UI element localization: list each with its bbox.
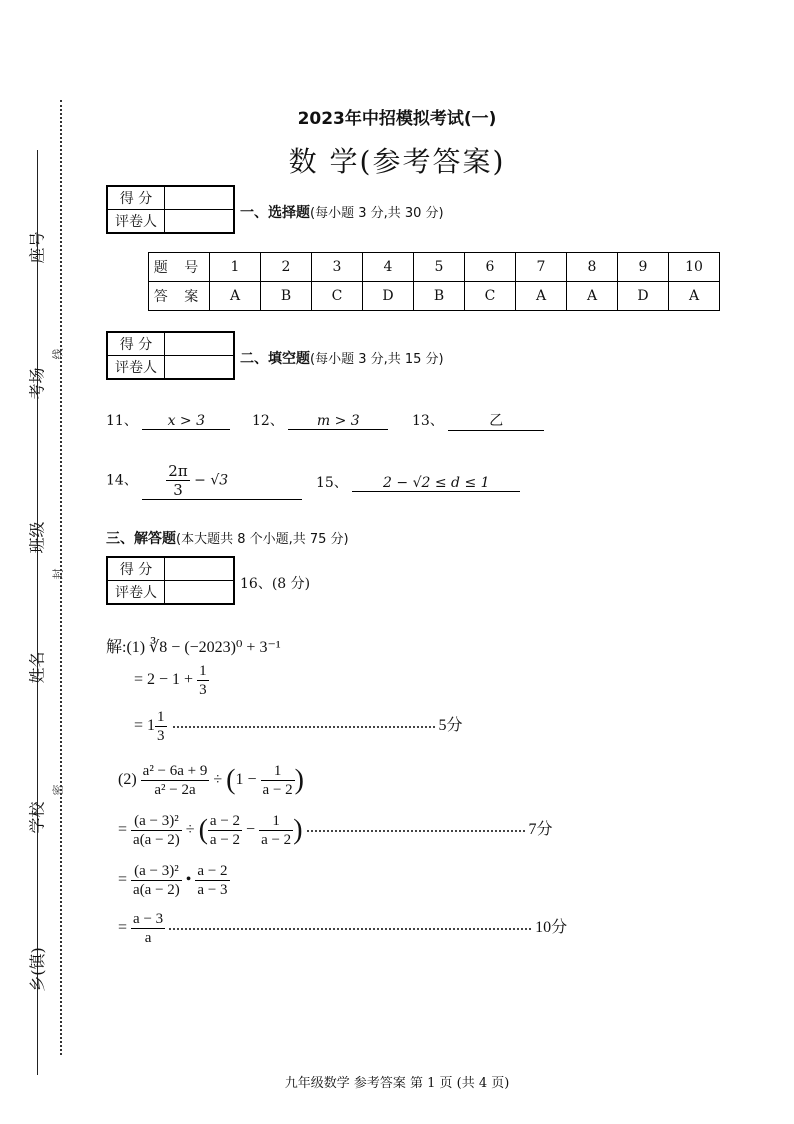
question-number: 10 xyxy=(669,253,720,282)
solution-part2-line3 xyxy=(118,862,230,899)
sidebar-field-room: 考场 xyxy=(27,367,47,400)
answer-cell: C xyxy=(312,282,363,311)
question-number: 4 xyxy=(363,253,414,282)
question-number: 3 xyxy=(312,253,363,282)
section2-note: (每小题 3 分,共 15 分) xyxy=(310,352,444,367)
answer-cell: B xyxy=(261,282,312,311)
sidebar-field-class: 班级 xyxy=(27,521,47,554)
question-number: 8 xyxy=(567,253,618,282)
p2-l2-fraction xyxy=(131,812,182,849)
section3-note: (本大题共 8 个小题,共 75 分) xyxy=(176,532,349,547)
question-number: 5 xyxy=(414,253,465,282)
answer-cell: B xyxy=(414,282,465,311)
score-blank xyxy=(165,186,235,210)
q12-label: 12、 xyxy=(252,413,284,429)
page-footer: 九年级数学 参考答案 第 1 页 (共 4 页) xyxy=(284,1076,510,1091)
q14-numerator: 2π xyxy=(168,462,188,480)
solution-part1-line1: 解:(1) ∛8 − (−2023)⁰ + 3⁻¹ xyxy=(106,639,281,656)
q15-answer: 2 − √2 ≤ d ≤ 1 xyxy=(352,475,520,492)
score-dots xyxy=(307,830,525,832)
grader-label: 评卷人 xyxy=(107,356,165,380)
left-paren: ( xyxy=(226,764,236,796)
p2-l4-fraction xyxy=(131,910,165,947)
question-number: 6 xyxy=(465,253,516,282)
p2-l2-b-fraction xyxy=(259,812,293,849)
p2-l1-num: a² − 6a + 9 xyxy=(142,763,208,779)
p1-l2-num: 1 xyxy=(199,663,207,679)
answer-cell: D xyxy=(363,282,414,311)
q14-rest: − √3 xyxy=(194,472,229,489)
p2-l3-fraction xyxy=(131,862,182,899)
answer-cell: D xyxy=(618,282,669,311)
p2-l3-r-fraction xyxy=(195,862,229,899)
p2-l1-f-den: a − 2 xyxy=(262,782,293,798)
right-paren: ) xyxy=(293,814,303,846)
p1-l2-fraction xyxy=(197,662,209,699)
p2-l3-r-den: a − 3 xyxy=(197,882,228,898)
q15-label: 15、 xyxy=(316,475,348,491)
sidebar-binding-line xyxy=(37,150,38,1075)
p1-l2-prefix: = 2 − 1 + xyxy=(134,671,194,689)
score-label: 得 分 xyxy=(107,557,165,581)
p2-l2-num: (a − 3)² xyxy=(131,812,182,831)
question-number: 7 xyxy=(516,253,567,282)
p2-l2-minus: − xyxy=(246,821,256,839)
p2-l2-b-num: 1 xyxy=(259,812,293,831)
q14-answer xyxy=(142,462,302,500)
p2-l3-dot: • xyxy=(185,871,192,889)
section1-title: 一、选择题 xyxy=(240,205,310,221)
grader-label: 评卷人 xyxy=(107,210,165,234)
p2-l1-inner-fraction xyxy=(261,762,295,799)
p2-l1-den: a² − 2a xyxy=(154,782,196,798)
p2-l3-eq: = xyxy=(118,871,128,889)
score-label: 得 分 xyxy=(107,332,165,356)
score-dots xyxy=(169,928,531,930)
binding-mark-line: 线 xyxy=(51,348,65,360)
p2-label: (2) xyxy=(118,771,137,789)
section3-title: 三、解答题 xyxy=(106,531,176,547)
q11-label: 11、 xyxy=(106,413,138,429)
binding-mark-seal: 封 xyxy=(51,568,65,580)
p1-l3-fraction xyxy=(155,708,167,745)
sidebar-field-seat: 座号 xyxy=(27,231,47,264)
score-label: 得 分 xyxy=(107,186,165,210)
p2-l4-num: a − 3 xyxy=(133,911,164,927)
p1-l2-den: 3 xyxy=(199,682,207,698)
solution-part1-line2 xyxy=(134,662,209,699)
q13-label: 13、 xyxy=(412,413,444,429)
section3-heading xyxy=(106,528,349,548)
answer-cell: A xyxy=(567,282,618,311)
fill-q15 xyxy=(316,472,520,492)
p1-l3-prefix: = 1 xyxy=(134,717,156,735)
p2-l3-r-num: a − 2 xyxy=(197,863,228,879)
grader-label: 评卷人 xyxy=(107,581,165,605)
p2-l3-den: a(a − 2) xyxy=(133,882,180,898)
q13-answer: 乙 xyxy=(448,410,544,431)
score-dots xyxy=(173,726,435,728)
answer-cell: C xyxy=(465,282,516,311)
p2-l2-score: 7分 xyxy=(528,821,553,839)
score-blank xyxy=(165,332,235,356)
right-paren: ) xyxy=(294,764,304,796)
section2-title: 二、填空题 xyxy=(240,351,310,367)
section1-heading xyxy=(240,202,444,222)
p2-l2-a-fraction xyxy=(208,812,242,849)
exam-title: 2023年中招模拟考试(一) xyxy=(297,109,497,129)
p2-l4-eq: = xyxy=(118,919,128,937)
p2-l2-eq: = xyxy=(118,821,128,839)
choice-answer-table xyxy=(148,252,720,311)
p2-l1-div: ÷ xyxy=(213,771,223,789)
score-box-section1 xyxy=(106,185,235,234)
answer-cell: A xyxy=(516,282,567,311)
q14-denominator: 3 xyxy=(173,481,183,499)
table-row xyxy=(149,282,720,311)
section2-heading xyxy=(240,348,444,368)
q14-fraction xyxy=(166,462,189,499)
score-box-section3 xyxy=(106,556,235,605)
p1-l3-num: 1 xyxy=(157,709,165,725)
grader-blank xyxy=(165,356,235,380)
p2-l1-one: 1 − xyxy=(235,771,257,789)
solution-part1-line3 xyxy=(134,708,463,745)
p2-l1-f-num: 1 xyxy=(261,762,295,781)
sidebar-field-township: 乡(镇) xyxy=(27,947,47,992)
p2-l1-fraction xyxy=(141,762,210,799)
q12-answer: m > 3 xyxy=(288,413,388,430)
answer-cell: A xyxy=(210,282,261,311)
p1-score: 5分 xyxy=(438,717,463,735)
fill-q14 xyxy=(106,462,302,500)
p2-l2-b-den: a − 2 xyxy=(261,832,292,848)
row-header-question: 题 号 xyxy=(149,253,210,282)
answer-cell: A xyxy=(669,282,720,311)
sidebar-field-name: 姓名 xyxy=(27,651,47,684)
grader-blank xyxy=(165,581,235,605)
fill-q12 xyxy=(252,410,388,430)
q16-heading: 16、(8 分) xyxy=(240,576,311,592)
table-row xyxy=(149,253,720,282)
score-box-section2 xyxy=(106,331,235,380)
fill-q13 xyxy=(412,410,544,431)
question-number: 2 xyxy=(261,253,312,282)
p2-l4-score: 10分 xyxy=(535,919,568,937)
solution-part2-line1 xyxy=(118,762,304,799)
p1-l3-den: 3 xyxy=(157,728,165,744)
q14-label: 14、 xyxy=(106,472,138,489)
solution-part2-line4 xyxy=(118,910,567,947)
fill-q11 xyxy=(106,410,230,430)
question-number: 9 xyxy=(618,253,669,282)
p2-l2-div: ÷ xyxy=(185,821,195,839)
p2-l2-a-den: a − 2 xyxy=(209,832,241,848)
p2-l2-a-num: a − 2 xyxy=(209,813,241,829)
p2-l3-num: (a − 3)² xyxy=(131,862,182,881)
grader-blank xyxy=(165,210,235,234)
section1-note: (每小题 3 分,共 30 分) xyxy=(310,206,444,221)
question-number: 1 xyxy=(210,253,261,282)
q11-answer: x > 3 xyxy=(142,413,230,430)
solution-part2-line2 xyxy=(118,812,553,849)
score-blank xyxy=(165,557,235,581)
p2-l4-den: a xyxy=(144,930,152,946)
sidebar-field-school: 学校 xyxy=(27,801,47,834)
binding-mark-secret: 密 xyxy=(51,784,65,796)
row-header-answer: 答 案 xyxy=(149,282,210,311)
p2-l2-den: a(a − 2) xyxy=(133,832,180,848)
exam-subtitle: 数 学(参考答案) xyxy=(288,145,506,178)
left-paren: ( xyxy=(198,814,208,846)
